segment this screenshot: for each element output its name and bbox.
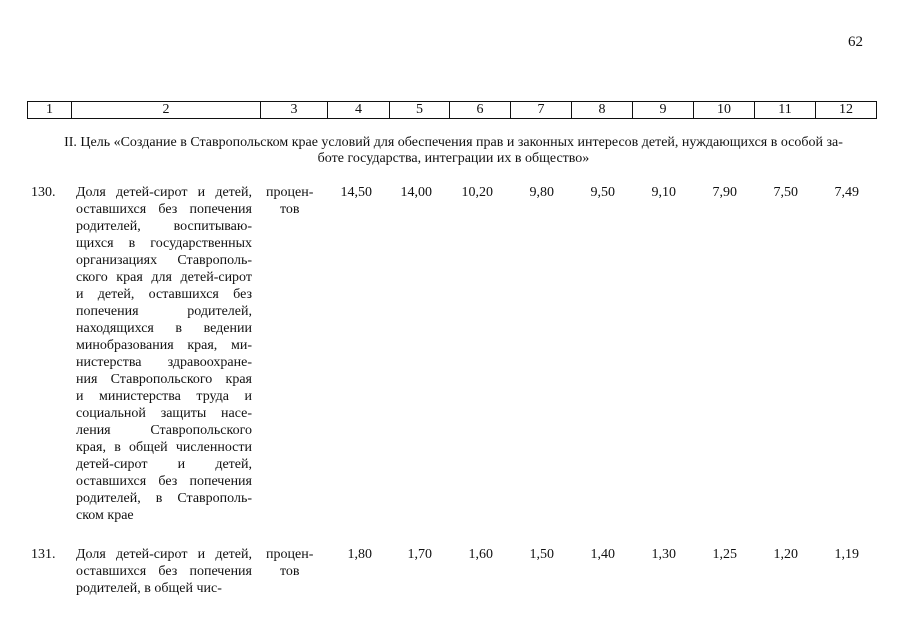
column-number: 3 [261, 102, 328, 119]
column-number: 12 [816, 102, 877, 119]
goal-heading [31, 135, 876, 167]
indicator-value: 1,20 [773, 547, 798, 562]
unit-line: процен- [266, 547, 314, 562]
indicator-value: 1,19 [834, 547, 859, 562]
unit-line: тов [280, 564, 300, 579]
indicator-value: 1,70 [407, 547, 432, 562]
unit-line: процен- [266, 185, 314, 200]
column-number: 2 [72, 102, 261, 119]
indicator-value: 1,40 [590, 547, 615, 562]
indicator-value: 7,90 [712, 185, 737, 200]
indicator-value: 14,50 [340, 185, 372, 200]
indicator-value: 14,00 [400, 185, 432, 200]
column-number: 4 [328, 102, 390, 119]
indicator-name-line: родителей, воспитываю- [76, 219, 252, 234]
column-number: 6 [450, 102, 511, 119]
goal-line: боте государства, интеграции их в общество» [317, 151, 590, 166]
indicator-name-line: оставшихся без попечения [76, 202, 252, 217]
row-number: 131. [31, 547, 56, 562]
indicator-value: 1,30 [651, 547, 676, 562]
unit-of-measure [266, 184, 326, 218]
indicator-name-line: нистерства здравоохране- [76, 355, 252, 370]
indicator-name-line: оставшихся без попечения [76, 564, 252, 579]
indicator-name-line: минобразования края, ми- [76, 338, 252, 353]
indicator-value: 1,25 [712, 547, 737, 562]
indicator-value: 7,49 [834, 185, 859, 200]
indicator-name-line: родителей, в Ставрополь- [76, 491, 252, 506]
unit-line: тов [280, 202, 300, 217]
indicator-name-line: края, в общей численности [76, 440, 252, 455]
goal-line: II. Цель «Создание в Ставропольском крае условий для обеспечения прав и законных интересов детей, нуждающихся в особой за- [64, 135, 843, 150]
indicator-value: 9,80 [529, 185, 554, 200]
indicator-name-line: ском крае [76, 508, 134, 523]
indicator-name-line: ления Ставропольского [76, 423, 252, 438]
indicator-name-line: организациях Ставрополь- [76, 253, 252, 268]
indicator-value: 7,50 [773, 185, 798, 200]
indicator-name-line: Доля детей-сирот и детей, [76, 185, 252, 200]
column-number: 9 [633, 102, 694, 119]
indicator-name-line: оставшихся без попечения [76, 474, 252, 489]
page-number: 62 [848, 34, 863, 50]
indicator-value: 9,10 [651, 185, 676, 200]
indicator-value: 10,20 [461, 185, 493, 200]
indicator-name [76, 184, 252, 524]
indicator-name-line: ского края для детей-сирот [76, 270, 252, 285]
indicator-name-line: социальной защиты насе- [76, 406, 252, 421]
indicator-name-line: родителей, в общей чис- [76, 581, 222, 596]
indicator-name-line: щихся в государственных [76, 236, 252, 251]
indicator-name-line: ния Ставропольского края [76, 372, 252, 387]
column-number: 8 [572, 102, 633, 119]
indicator-value: 1,60 [468, 547, 493, 562]
row-number: 130. [31, 185, 56, 200]
column-number: 5 [390, 102, 450, 119]
column-number-header [27, 101, 877, 119]
indicator-name-line: попечения родителей, [76, 304, 252, 319]
indicator-name-line: и детей, оставшихся без [76, 287, 252, 302]
indicator-value: 1,50 [529, 547, 554, 562]
indicator-name [76, 546, 252, 597]
unit-of-measure [266, 546, 326, 580]
column-number: 1 [28, 102, 72, 119]
indicator-value: 9,50 [590, 185, 615, 200]
column-number: 11 [755, 102, 816, 119]
column-number: 10 [694, 102, 755, 119]
indicator-name-line: детей-сирот и детей, [76, 457, 252, 472]
indicator-name-line: и министерства труда и [76, 389, 252, 404]
column-number: 7 [511, 102, 572, 119]
indicator-name-line: Доля детей-сирот и детей, [76, 547, 252, 562]
indicator-name-line: находящихся в ведении [76, 321, 252, 336]
indicator-value: 1,80 [347, 547, 372, 562]
